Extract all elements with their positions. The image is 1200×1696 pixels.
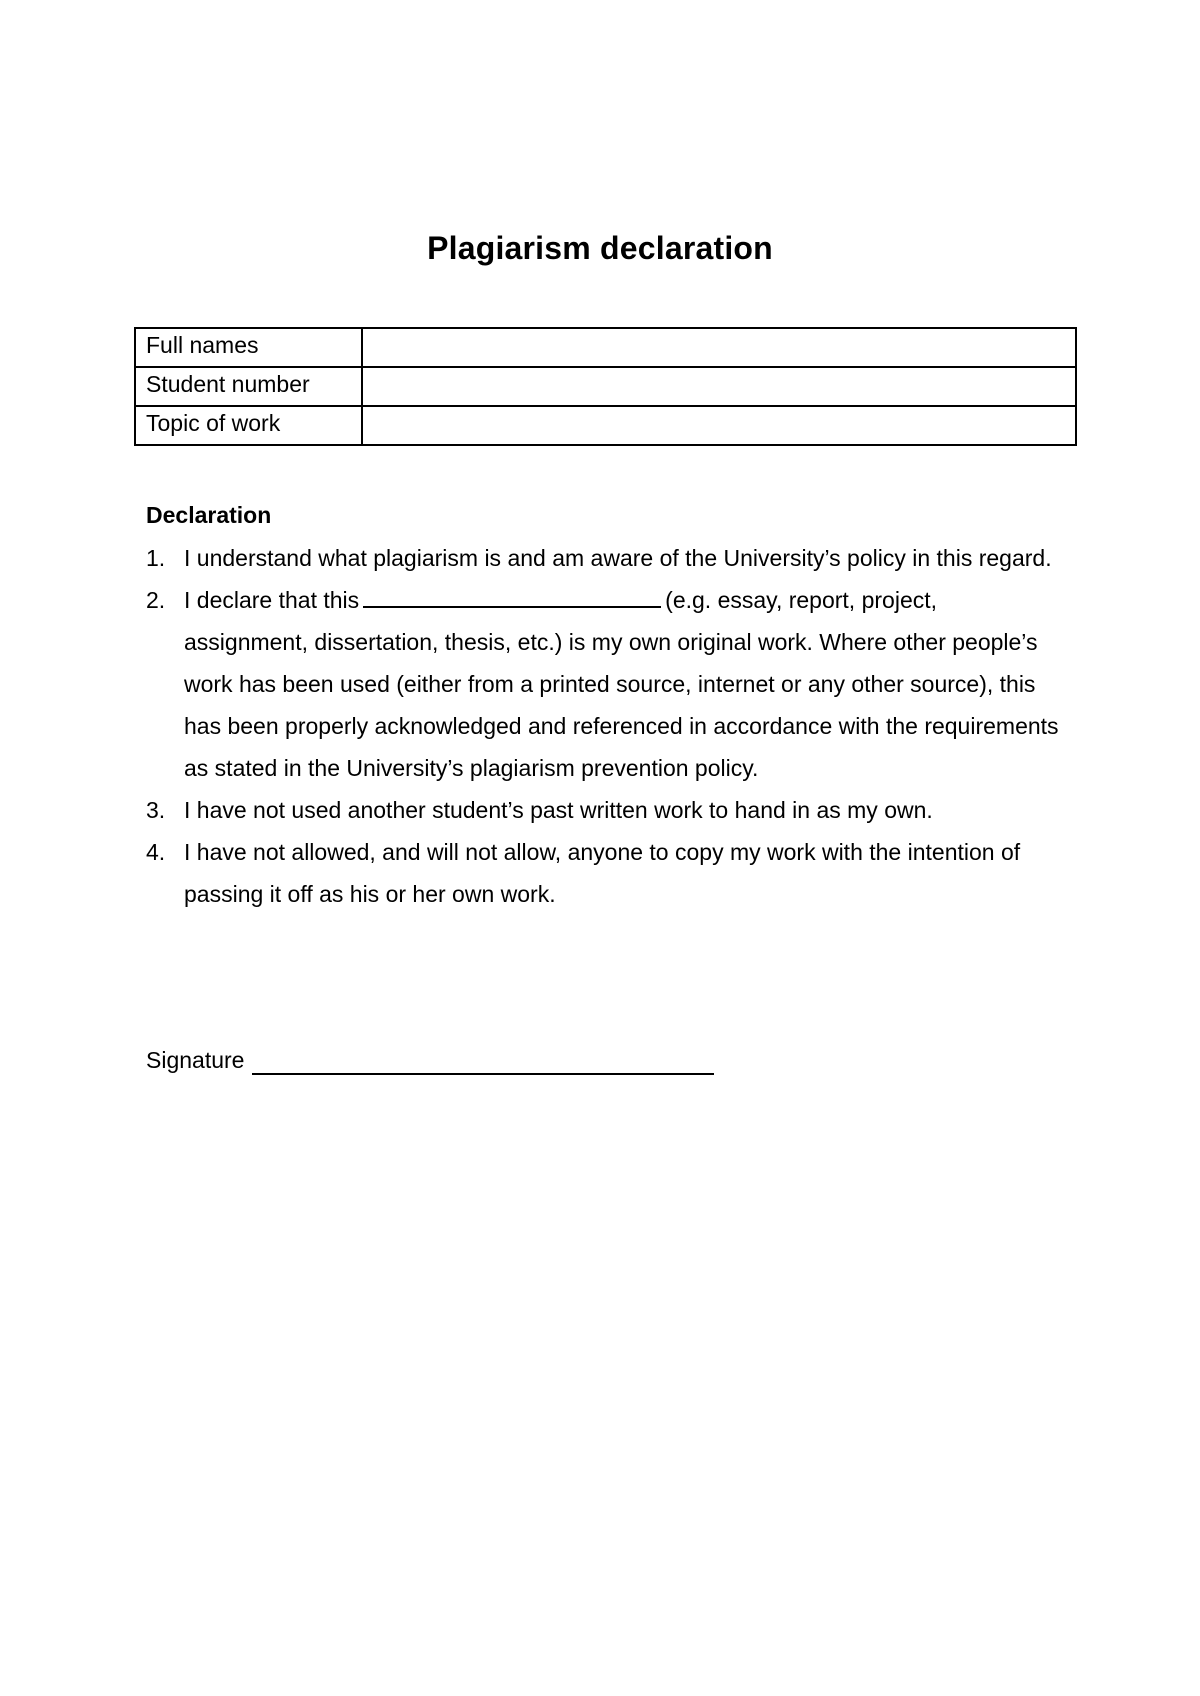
declaration-item-number: 3.: [146, 797, 166, 823]
full-names-label: Full names: [135, 328, 362, 367]
declaration-item-1: [146, 537, 1066, 579]
signature-line[interactable]: [252, 1051, 714, 1075]
topic-of-work-label: Topic of work: [135, 406, 362, 445]
table-row-full-names: [135, 328, 1076, 367]
declaration-item-text-before-blank: I declare that this: [184, 587, 360, 613]
signature-row: [146, 1045, 714, 1075]
declaration-item-number: 4.: [146, 839, 166, 865]
student-number-field[interactable]: [362, 367, 1076, 406]
student-number-label: Student number: [135, 367, 362, 406]
table-row-student-number: [135, 367, 1076, 406]
declaration-item-2: [146, 579, 1066, 789]
declaration-item-3: [146, 789, 1066, 831]
page-title: Plagiarism declaration: [427, 230, 773, 266]
table-row-topic-of-work: [135, 406, 1076, 445]
declaration-item-text-after-blank: (e.g. essay, report, project, assignment, dissertation, thesis, etc.) is my own original work. Where other people’s work has been used (either from a printed source, internet or any other source), this has been properly acknowledged and referenced in accordance with the requirements as stated in the University’s plagiarism prevention policy.: [184, 587, 1059, 781]
declaration-item-number: 1.: [146, 545, 166, 571]
declaration-item-4: [146, 831, 1066, 915]
declaration-item-number: 2.: [146, 587, 166, 613]
declaration-item-text: I have not allowed, and will not allow, anyone to copy my work with the intention of passing it off as his or her own work.: [184, 839, 1021, 907]
declaration-item-text: I understand what plagiarism is and am aware of the University’s policy in this regard.: [184, 545, 1052, 571]
declaration-item-text: I have not used another student’s past written work to hand in as my own.: [184, 797, 933, 823]
work-type-blank-line[interactable]: [363, 584, 661, 608]
topic-of-work-field[interactable]: [362, 406, 1076, 445]
declaration-list: [146, 537, 1066, 915]
student-info-table: [134, 327, 1077, 446]
signature-label: Signature: [146, 1047, 245, 1073]
full-names-field[interactable]: [362, 328, 1076, 367]
declaration-heading: Declaration: [146, 502, 272, 528]
